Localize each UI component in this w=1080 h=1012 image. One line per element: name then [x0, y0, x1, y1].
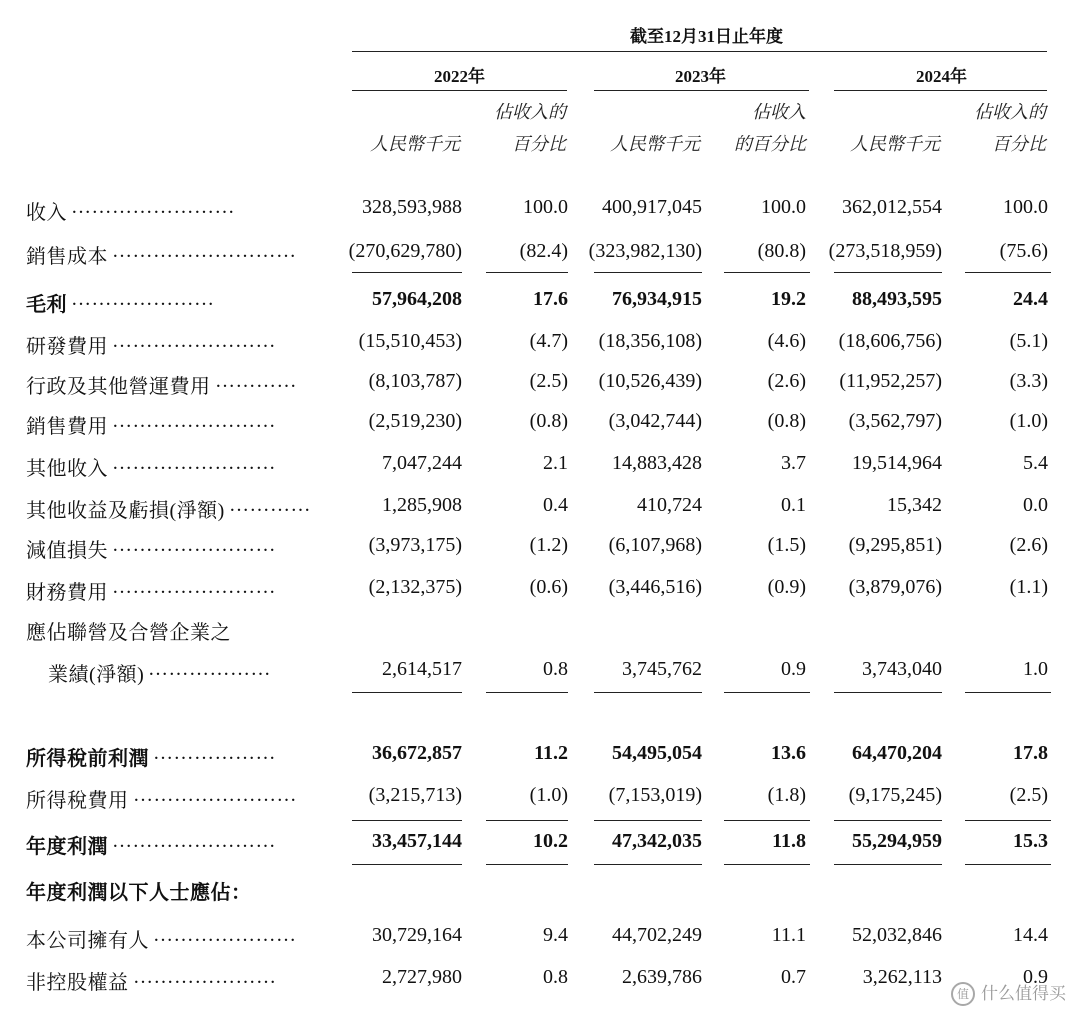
rule-after-associates: [486, 692, 568, 693]
amount-cell: 3,743,040: [862, 658, 942, 680]
amount-cell: 1,285,908: [382, 494, 462, 516]
rule-after-associates: [965, 692, 1051, 693]
percent-cell: 100.0: [1003, 196, 1048, 218]
row-label: 本公司擁有人: [26, 930, 149, 952]
rule-after-profit: [834, 864, 942, 865]
percent-cell: 0.8: [543, 658, 568, 680]
row-leader-dots: ……………………: [112, 330, 276, 352]
amount-cell: 19,514,964: [852, 452, 942, 474]
row-leader-dots: ………………: [148, 658, 271, 680]
percent-cell: 2.1: [543, 452, 568, 474]
percent-cell: 11.8: [772, 830, 806, 852]
unit-pct-2022-line2: 百分比: [512, 134, 566, 154]
table-row: [0, 330, 1080, 370]
amount-cell: 2,639,786: [622, 966, 702, 988]
table-row: [0, 576, 1080, 616]
percent-cell: 15.3: [1013, 830, 1048, 852]
percent-cell: 14.4: [1013, 924, 1048, 946]
year-2022-header: 2022年: [434, 67, 485, 86]
amount-cell: 57,964,208: [372, 288, 462, 310]
row-label: 毛利: [26, 294, 67, 316]
table-row: [0, 742, 1080, 782]
row-label: 應佔聯營及合營企業之: [26, 622, 231, 644]
amount-cell: 14,883,428: [612, 452, 702, 474]
percent-cell: (0.8): [767, 410, 806, 432]
percent-cell: 0.9: [781, 658, 806, 680]
amount-cell: 88,493,595: [852, 288, 942, 310]
amount-cell: (3,042,744): [608, 410, 702, 432]
percent-cell: (2.6): [767, 370, 806, 392]
amount-cell: (8,103,787): [368, 370, 462, 392]
amount-cell: 2,727,980: [382, 966, 462, 988]
amount-cell: (3,446,516): [608, 576, 702, 598]
table-row: [0, 410, 1080, 450]
unit-pct-2023-line2: 的百分比: [734, 134, 806, 154]
percent-cell: (0.8): [529, 410, 568, 432]
percent-cell: 17.6: [533, 288, 568, 310]
percent-cell: (1.2): [529, 534, 568, 556]
percent-cell: (2.5): [529, 370, 568, 392]
row-leader-dots: ……………………: [133, 784, 297, 806]
rule-after-cost-of-sales: [352, 272, 462, 273]
amount-cell: (3,973,175): [368, 534, 462, 556]
rule-after-cost-of-sales: [724, 272, 810, 273]
percent-cell: 1.0: [1023, 658, 1048, 680]
amount-cell: 362,012,554: [842, 196, 942, 218]
unit-pct-2023-line1: 佔收入: [752, 102, 806, 122]
percent-cell: 19.2: [771, 288, 806, 310]
amount-cell: (6,107,968): [608, 534, 702, 556]
rule-after-profit: [486, 864, 568, 865]
row-leader-dots: …………………: [71, 288, 215, 310]
table-row: [0, 924, 1080, 964]
rule-after-cost-of-sales: [965, 272, 1051, 273]
percent-cell: 100.0: [523, 196, 568, 218]
amount-cell: 47,342,035: [612, 830, 702, 852]
percent-cell: 3.7: [781, 452, 806, 474]
row-label: 其他收益及虧損(淨額): [26, 500, 225, 522]
row-label: 年度利潤: [26, 836, 108, 858]
percent-cell: (1.0): [1009, 410, 1048, 432]
amount-cell: 76,934,915: [612, 288, 702, 310]
percent-cell: 0.4: [543, 494, 568, 516]
amount-cell: 33,457,144: [372, 830, 462, 852]
table-row: [0, 876, 1080, 916]
row-label: 財務費用: [26, 582, 108, 604]
unit-amount-2022: 人民幣千元: [370, 134, 460, 154]
percent-cell: 0.1: [781, 494, 806, 516]
amount-cell: 410,724: [637, 494, 702, 516]
table-row: [0, 494, 1080, 534]
percent-cell: (1.8): [767, 784, 806, 806]
percent-cell: (2.6): [1009, 534, 1048, 556]
row-label: 所得稅前利潤: [26, 748, 149, 770]
table-row: [0, 616, 1080, 656]
amount-cell: 30,729,164: [372, 924, 462, 946]
amount-cell: 328,593,988: [362, 196, 462, 218]
unit-amount-2024: 人民幣千元: [850, 134, 940, 154]
watermark-logo-icon: 值: [951, 982, 975, 1006]
amount-cell: (3,215,713): [368, 784, 462, 806]
year-2024-header: 2024年: [916, 67, 967, 86]
rule-after-income-tax: [486, 820, 568, 821]
rule-after-profit: [965, 864, 1051, 865]
table-row: [0, 452, 1080, 492]
percent-cell: (82.4): [519, 240, 568, 262]
row-leader-dots: ……………………: [112, 830, 276, 852]
rule-after-associates: [352, 692, 462, 693]
percent-cell: 9.4: [543, 924, 568, 946]
year-2023-header: 2023年: [675, 67, 726, 86]
amount-cell: 3,745,762: [622, 658, 702, 680]
row-label: 非控股權益: [26, 972, 129, 994]
table-row: [0, 240, 1080, 280]
amount-cell: (15,510,453): [358, 330, 462, 352]
row-leader-dots: …………………: [153, 924, 297, 946]
amount-cell: (2,519,230): [368, 410, 462, 432]
period-rule: [352, 51, 1047, 52]
percent-cell: 0.8: [543, 966, 568, 988]
percent-cell: (1.0): [529, 784, 568, 806]
row-label: 減值損失: [26, 540, 108, 562]
amount-cell: 55,294,959: [852, 830, 942, 852]
site-watermark: [951, 979, 1066, 1006]
rule-after-associates: [724, 692, 810, 693]
unit-amount-2023: 人民幣千元: [610, 134, 700, 154]
amount-cell: (9,175,245): [848, 784, 942, 806]
percent-cell: (2.5): [1009, 784, 1048, 806]
unit-pct-2024-line2: 百分比: [992, 134, 1046, 154]
period-header: 截至12月31日止年度: [630, 27, 783, 46]
amount-cell: 400,917,045: [602, 196, 702, 218]
row-label: 銷售成本: [26, 246, 108, 268]
unit-pct-2024-line1: 佔收入的: [974, 102, 1046, 122]
table-row: [0, 966, 1080, 1006]
row-leader-dots: ……………………: [112, 452, 276, 474]
row-label: 研發費用: [26, 336, 108, 358]
rule-after-cost-of-sales: [486, 272, 568, 273]
rule-after-cost-of-sales: [594, 272, 702, 273]
rule-after-profit: [594, 864, 702, 865]
amount-cell: (9,295,851): [848, 534, 942, 556]
rule-after-profit: [724, 864, 810, 865]
rule-after-cost-of-sales: [834, 272, 942, 273]
rule-after-income-tax: [594, 820, 702, 821]
row-leader-dots: ………………………: [112, 240, 297, 262]
row-label: 銷售費用: [26, 416, 108, 438]
amount-cell: (270,629,780): [348, 240, 462, 262]
amount-cell: (3,562,797): [848, 410, 942, 432]
row-label: 所得稅費用: [26, 790, 129, 812]
row-label: 行政及其他營運費用: [26, 376, 211, 398]
rule-after-associates: [834, 692, 942, 693]
amount-cell: (273,518,959): [828, 240, 942, 262]
percent-cell: 11.1: [771, 924, 806, 946]
percent-cell: (1.1): [1009, 576, 1048, 598]
table-row: [0, 370, 1080, 410]
table-row: [0, 784, 1080, 824]
amount-cell: (2,132,375): [368, 576, 462, 598]
percent-cell: 11.2: [534, 742, 568, 764]
amount-cell: (7,153,019): [608, 784, 702, 806]
amount-cell: (323,982,130): [588, 240, 702, 262]
row-leader-dots: ……………………: [112, 534, 276, 556]
rule-after-profit: [352, 864, 462, 865]
amount-cell: (10,526,439): [598, 370, 702, 392]
table-row: [0, 288, 1080, 328]
percent-cell: (0.6): [529, 576, 568, 598]
percent-cell: (0.9): [767, 576, 806, 598]
amount-cell: (18,356,108): [598, 330, 702, 352]
rule-after-income-tax: [724, 820, 810, 821]
rule-after-associates: [594, 692, 702, 693]
percent-cell: 10.2: [533, 830, 568, 852]
row-leader-dots: ………………: [153, 742, 276, 764]
amount-cell: 7,047,244: [382, 452, 462, 474]
amount-cell: 54,495,054: [612, 742, 702, 764]
table-row: [0, 196, 1080, 236]
row-leader-dots: ……………………: [112, 410, 276, 432]
percent-cell: 100.0: [761, 196, 806, 218]
amount-cell: 44,702,249: [612, 924, 702, 946]
amount-cell: 2,614,517: [382, 658, 462, 680]
percent-cell: 0.7: [781, 966, 806, 988]
row-label: 業績(淨額): [48, 664, 145, 686]
amount-cell: 3,262,113: [862, 966, 942, 988]
amount-cell: 36,672,857: [372, 742, 462, 764]
row-label: 收入: [26, 202, 67, 224]
percent-cell: 0.9: [1023, 966, 1048, 988]
percent-cell: (4.6): [767, 330, 806, 352]
amount-cell: 64,470,204: [852, 742, 942, 764]
amount-cell: 15,342: [887, 494, 942, 516]
row-leader-dots: ……………………: [71, 196, 235, 218]
year-2022-rule: [352, 90, 567, 91]
row-leader-dots: …………………: [133, 966, 277, 988]
rule-after-income-tax: [834, 820, 942, 821]
unit-pct-2022-line1: 佔收入的: [494, 102, 566, 122]
percent-cell: 13.6: [771, 742, 806, 764]
amount-cell: 52,032,846: [852, 924, 942, 946]
percent-cell: (1.5): [767, 534, 806, 556]
percent-cell: (75.6): [999, 240, 1048, 262]
rule-after-income-tax: [352, 820, 462, 821]
percent-cell: 17.8: [1013, 742, 1048, 764]
amount-cell: (11,952,257): [839, 370, 942, 392]
year-2024-rule: [834, 90, 1047, 91]
percent-cell: (80.8): [757, 240, 806, 262]
percent-cell: (3.3): [1009, 370, 1048, 392]
percent-cell: (5.1): [1009, 330, 1048, 352]
amount-cell: (3,879,076): [848, 576, 942, 598]
row-leader-dots: …………: [229, 494, 311, 516]
percent-cell: 0.0: [1023, 494, 1048, 516]
row-label: 年度利潤以下人士應佔：: [26, 882, 252, 904]
amount-cell: (18,606,756): [838, 330, 942, 352]
rule-after-income-tax: [965, 820, 1051, 821]
percent-cell: 24.4: [1013, 288, 1048, 310]
percent-cell: 5.4: [1023, 452, 1048, 474]
watermark-text: 什么值得买: [981, 984, 1066, 1004]
row-leader-dots: ……………………: [112, 576, 276, 598]
row-label: 其他收入: [26, 458, 108, 480]
percent-cell: (4.7): [529, 330, 568, 352]
table-row: [0, 534, 1080, 574]
year-2023-rule: [594, 90, 809, 91]
row-leader-dots: …………: [215, 370, 297, 392]
